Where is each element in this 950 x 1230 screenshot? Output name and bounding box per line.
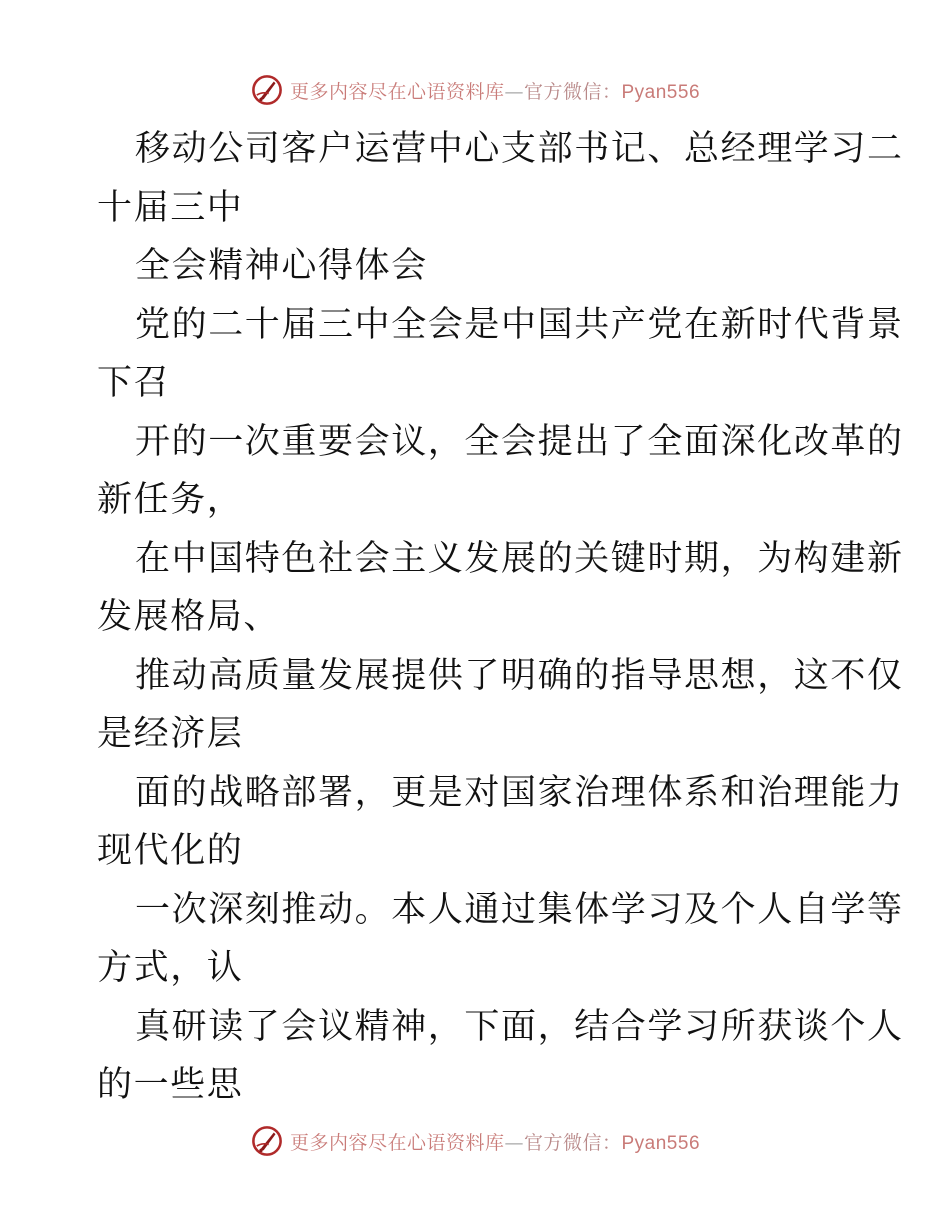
banner-title: 更多内容尽在心语资料库 xyxy=(289,80,505,103)
text-line: 在中国特色社会主义发展的关键时期，为构建新 xyxy=(135,538,904,579)
quill-pen-logo xyxy=(250,1124,284,1158)
banner-title: 更多内容尽在心语资料库 xyxy=(289,1131,505,1154)
text-line: 面的战略部署，更是对国家治理体系和治理能力 xyxy=(135,772,904,813)
text-line: 的一些思 xyxy=(97,1065,244,1105)
text-line: 现代化的 xyxy=(97,831,244,871)
text-line: 方式，认 xyxy=(97,948,244,988)
banner-wechat-id: Pyan556 xyxy=(621,81,701,103)
banner-separator: — xyxy=(504,1131,524,1154)
quill-pen-logo xyxy=(250,73,284,107)
text-line: 十届三中 xyxy=(97,187,244,228)
text-line: 是经济层 xyxy=(97,714,244,754)
text-line: 新任务， xyxy=(97,480,244,520)
text-line: 全会精神心得体会 xyxy=(135,246,428,286)
text-line: 发展格局、 xyxy=(97,597,281,637)
text-line: 推动高质量发展提供了明确的指导思想，这不仅 xyxy=(135,655,904,696)
document-body xyxy=(97,120,904,1115)
text-line: 开的一次重要会议，全会提出了全面深化改革的 xyxy=(135,421,904,462)
text-line: 下召 xyxy=(97,363,171,403)
text-line: 一次深刻推动。本人通过集体学习及个人自学等 xyxy=(135,889,904,930)
header-banner xyxy=(0,70,950,110)
text-line: 真研读了会议精神，下面，结合学习所获谈个人 xyxy=(135,1006,904,1047)
text-line: 移动公司客户运营中心支部书记、总经理学习二 xyxy=(135,129,904,169)
banner-contact-label: 官方微信： xyxy=(523,1131,622,1154)
banner-separator: — xyxy=(504,80,524,103)
banner-contact-label: 官方微信： xyxy=(523,80,622,103)
footer-banner xyxy=(0,1121,950,1161)
banner-wechat-id: Pyan556 xyxy=(621,1132,701,1154)
text-line: 党的二十届三中全会是中国共产党在新时代背景 xyxy=(135,304,904,345)
